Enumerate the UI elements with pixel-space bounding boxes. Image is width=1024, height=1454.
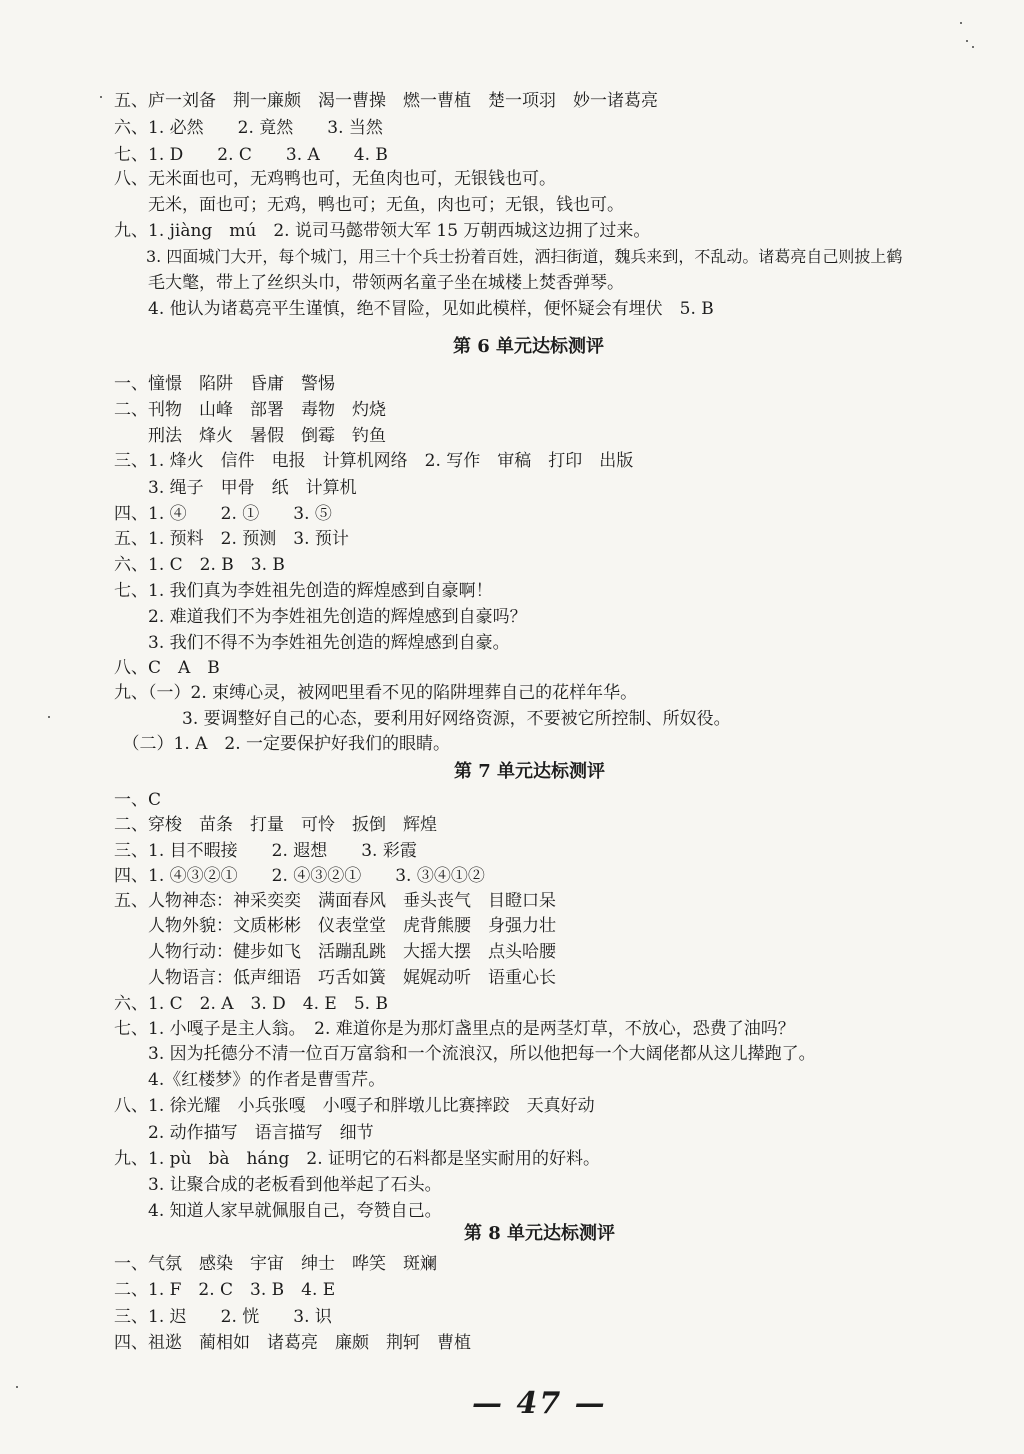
- text-line: 人物外貌：文质彬彬 仪表堂堂 虎背熊腰 身强力壮: [114, 916, 556, 936]
- text-line: 八、C A B: [114, 658, 220, 678]
- text-line: 人物语言：低声细语 巧舌如簧 娓娓动听 语重心长: [114, 968, 556, 988]
- text-line: 人物行动：健步如飞 活蹦乱跳 大摇大摆 点头哈腰: [114, 942, 556, 962]
- text-line: 二、穿梭 苗条 打量 可怜 扳倒 辉煌: [114, 815, 437, 835]
- text-line: 七、1. 小嘎子是主人翁。 2. 难道你是为那灯盏里点的是两茎灯草，不放心，恐费了油吗？: [114, 1019, 795, 1039]
- text-line: 六、1. C 2. A 3. D 4. E 5. B: [114, 994, 388, 1014]
- text-line: 2. 难道我们不为李姓祖先创造的辉煌感到自豪吗？: [114, 607, 527, 627]
- text-line: 六、1. C 2. B 3. B: [114, 555, 285, 575]
- section-title: 第 8 单元达标测评: [464, 1223, 616, 1244]
- text-line: 3. 四面城门大开，每个城门，用三十个兵士扮着百姓，洒扫街道，魏兵来到，不乱动。诸葛亮自己则披上鹤: [114, 247, 903, 266]
- text-line: 四、祖逖 蔺相如 诸葛亮 廉颇 荆轲 曹植: [114, 1333, 471, 1353]
- text-line: （二）1. A 2. 一定要保护好我们的眼睛。: [114, 734, 451, 754]
- text-line: 3. 我们不得不为李姓祖先创造的辉煌感到自豪。: [114, 633, 510, 653]
- text-line: 六、1. 必然 2. 竟然 3. 当然: [114, 118, 383, 138]
- text-line: 三、1. 迟 2. 恍 3. 识: [114, 1307, 332, 1327]
- scan-speck: [48, 716, 50, 718]
- text-line: 五、人物神态：神采奕奕 满面春风 垂头丧气 目瞪口呆: [114, 891, 556, 911]
- text-line: 一、憧憬 陷阱 昏庸 警惕: [114, 374, 335, 394]
- text-line: 3. 绳子 甲骨 纸 计算机: [114, 478, 357, 498]
- text-line: 一、C: [114, 790, 162, 810]
- text-line: 四、1. ④③②① 2. ④③②① 3. ③④①②: [114, 866, 485, 886]
- text-line: 一、气氛 感染 宇宙 绅士 哗笑 斑斓: [114, 1254, 437, 1274]
- text-line: 3. 要调整好自己的心态，要利用好网络资源，不要被它所控制、所奴役。: [114, 709, 731, 729]
- scan-speck: [972, 46, 974, 48]
- text-line: 二、刊物 山峰 部署 毒物 灼烧: [114, 400, 386, 420]
- text-line: 3. 让聚合成的老板看到他举起了石头。: [114, 1175, 442, 1195]
- text-line: 四、1. ④ 2. ① 3. ⑤: [114, 504, 332, 524]
- text-line: 九、（一）2. 束缚心灵，被网吧里看不见的陷阱埋葬自己的花样年华。: [114, 683, 638, 703]
- text-line: 九、1. pù bà háng 2. 证明它的石料都是坚实耐用的好料。: [114, 1149, 601, 1169]
- text-line: 刑法 烽火 暑假 倒霉 钓鱼: [114, 426, 386, 446]
- text-line: 毛大氅，带上了丝织头巾，带领两名童子坐在城楼上焚香弹琴。: [114, 273, 624, 293]
- scan-speck: [16, 1386, 18, 1388]
- text-line: 4. 他认为诸葛亮平生谨慎，绝不冒险，见如此模样，便怀疑会有埋伏 5. B: [114, 299, 714, 319]
- text-line: 3. 因为托德分不清一位百万富翁和一个流浪汉，所以他把每一个大阔佬都从这儿撵跑了。: [114, 1044, 816, 1064]
- text-line: 三、1. 目不暇接 2. 遐想 3. 彩霞: [114, 841, 417, 861]
- text-line: 七、1. D 2. C 3. A 4. B: [114, 145, 388, 165]
- section-title: 第 7 单元达标测评: [454, 761, 606, 782]
- text-line: 4.《红楼梦》的作者是曹雪芹。: [114, 1070, 386, 1090]
- text-line: 二、1. F 2. C 3. B 4. E: [114, 1280, 336, 1300]
- text-line: 三、1. 烽火 信件 电报 计算机网络 2. 写作 审稿 打印 出版: [114, 451, 634, 471]
- scan-speck: [966, 40, 968, 42]
- text-line: 八、1. 徐光耀 小兵张嘎 小嘎子和胖墩儿比赛摔跤 天真好动: [114, 1096, 595, 1116]
- text-line: 九、1. jiàng mú 2. 说司马懿带领大军 15 万朝西城这边拥了过来。: [114, 221, 651, 241]
- scan-speck: [960, 22, 962, 24]
- page-number: — 47 —: [472, 1386, 607, 1421]
- scan-speck: [100, 96, 102, 98]
- text-line: 2. 动作描写 语言描写 细节: [114, 1123, 374, 1143]
- text-line: 七、1. 我们真为李姓祖先创造的辉煌感到自豪啊！: [114, 581, 493, 601]
- text-line: 五、1. 预料 2. 预测 3. 预计: [114, 529, 349, 549]
- text-line: 五、庐一刘备 荆一廉颇 渴一曹操 燃一曹植 楚一项羽 妙一诸葛亮: [114, 91, 658, 111]
- text-line: 4. 知道人家早就佩服自己，夸赞自己。: [114, 1201, 442, 1221]
- text-line: 八、无米面也可，无鸡鸭也可，无鱼肉也可，无银钱也可。: [114, 169, 556, 189]
- section-title: 第 6 单元达标测评: [453, 336, 605, 357]
- text-line: 无米，面也可；无鸡，鸭也可；无鱼，肉也可；无银，钱也可。: [114, 195, 624, 215]
